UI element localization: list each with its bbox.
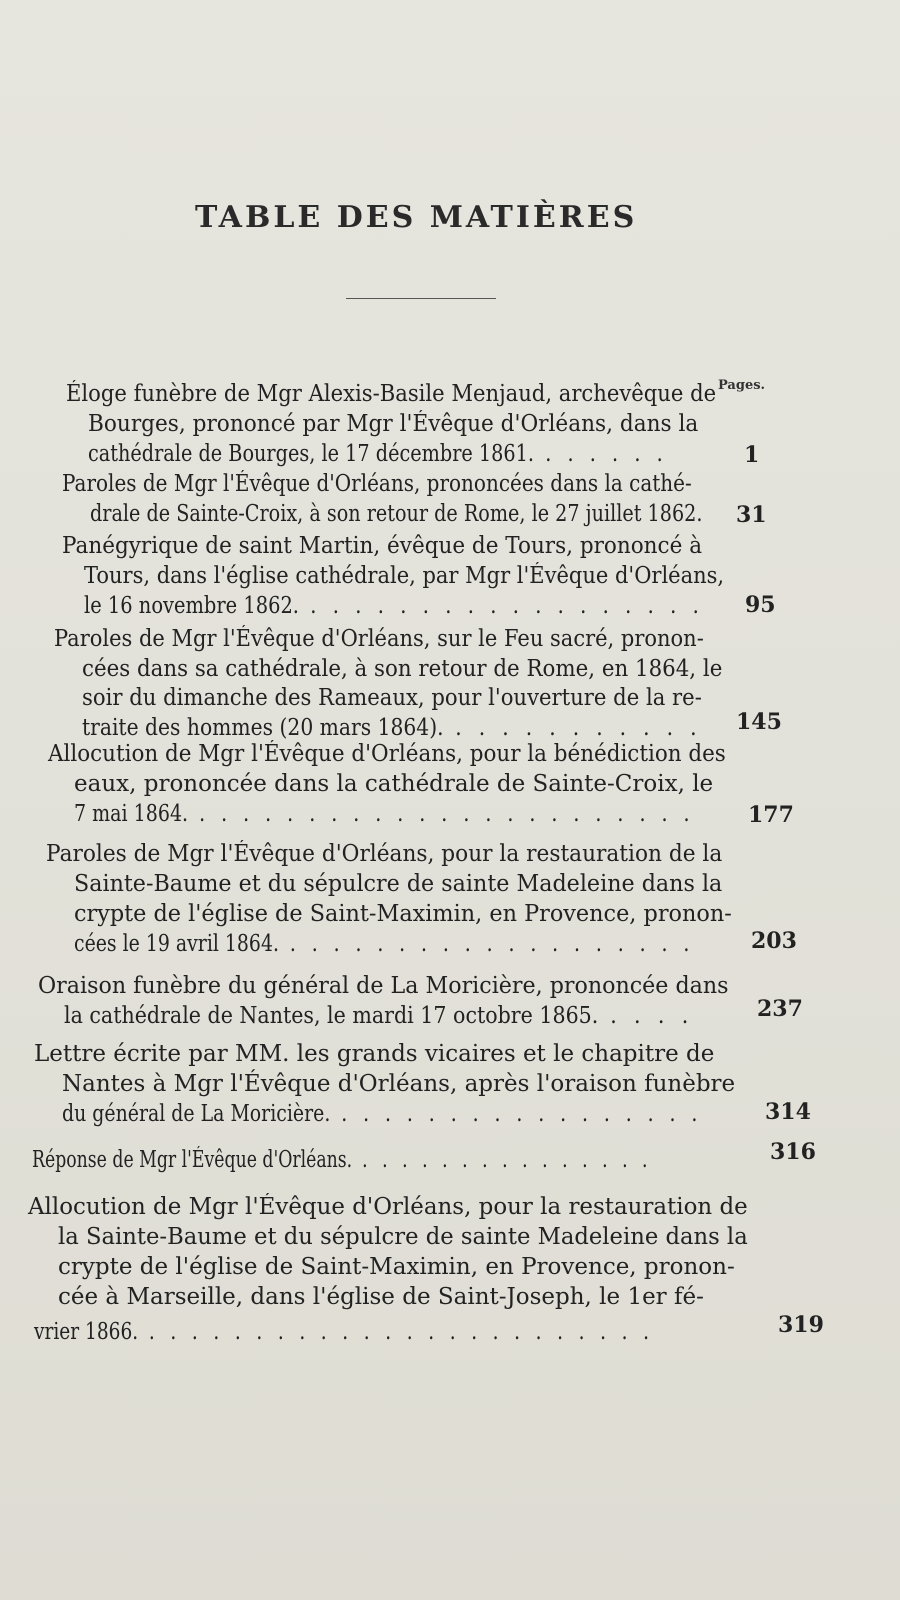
toc-entry-line: 7 mai 1864. . . . . . . . . . . . . . . . . . . . . . . . [74, 801, 695, 827]
toc-entry-line: cée à Marseille, dans l'église de Saint-Joseph, le 1er fé- [58, 1284, 704, 1310]
page-number: 177 [748, 802, 794, 828]
title-divider [346, 298, 496, 299]
dot-leader: . . . . . . . . . . . . . . . . . . . . . . . [188, 801, 695, 827]
dot-leader: . . . . . . [534, 441, 668, 467]
page-number: 1 [744, 442, 760, 468]
toc-entry-line: Panégyrique de saint Martin, évêque de Tours, prononcé à [62, 533, 703, 559]
toc-entry-line: soir du dimanche des Rameaux, pour l'ouverture de la re- [82, 685, 702, 711]
toc-entry-line: crypte de l'église de Saint-Maximin, en Provence, pronon- [74, 901, 732, 927]
toc-entry-line: vrier 1866. . . . . . . . . . . . . . . . . . . . . . . . . [34, 1319, 654, 1345]
toc-entry-line: Sainte-Baume et du sépulcre de sainte Madeleine dans la [74, 871, 723, 897]
toc-entry-line: Tours, dans l'église cathédrale, par Mgr l'Évêque d'Orléans, [84, 563, 725, 589]
toc-entry-line: du général de La Moricière. . . . . . . . . . . . . . . . . . [62, 1101, 703, 1127]
toc-entry-line: Oraison funèbre du général de La Moricière, prononcée dans [38, 973, 729, 999]
toc-entry-line: Allocution de Mgr l'Évêque d'Orléans, pour la restauration de [28, 1194, 748, 1220]
toc-entry-line: traite des hommes (20 mars 1864). . . . . . . . . . . . [82, 715, 702, 741]
toc-entry-line: la cathédrale de Nantes, le mardi 17 octobre 1865. . . . . [64, 1003, 694, 1029]
toc-entry-line: Paroles de Mgr l'Évêque d'Orléans, pour la restauration de la [46, 841, 723, 867]
toc-entry-line: eaux, prononcée dans la cathédrale de Sainte-Croix, le [74, 771, 714, 797]
dot-leader: . . . . . . . . . . . . . . . . . . . . . . . . [138, 1319, 654, 1345]
toc-entry-line: la Sainte-Baume et du sépulcre de sainte Madeleine dans la [58, 1224, 748, 1250]
page-number: 31 [736, 502, 767, 528]
dot-leader: . . . . [598, 1003, 694, 1029]
dot-leader: . . . . . . . . . . . . . . . . . . [298, 593, 704, 619]
toc-entry-line: Nantes à Mgr l'Évêque d'Orléans, après l'oraison funèbre [62, 1071, 736, 1097]
page-number: 145 [736, 709, 782, 735]
toc-entry-line: Allocution de Mgr l'Évêque d'Orléans, pour la bénédiction des [48, 741, 726, 767]
toc-entry-line: crypte de l'église de Saint-Maximin, en Provence, pronon- [58, 1254, 735, 1280]
page-number: 314 [765, 1099, 811, 1125]
page-number: 95 [745, 592, 776, 618]
pages-column-label: Pages. [718, 378, 766, 393]
toc-entry-line: cathédrale de Bourges, le 17 décembre 1861. . . . . . . [88, 441, 668, 467]
dot-leader: . . . . . . . . . . . . . . . [352, 1147, 653, 1173]
toc-entry-line: cées dans sa cathédrale, à son retour de Rome, en 1864, le [82, 656, 723, 682]
toc-entry-line: Bourges, prononcé par Mgr l'Évêque d'Orléans, dans la [88, 411, 699, 437]
toc-entry-line: Réponse de Mgr l'Évêque d'Orléans. . . . . . . . . . . . . . . . [32, 1147, 653, 1173]
page-number: 319 [778, 1312, 824, 1338]
page-number: 237 [757, 996, 803, 1022]
toc-entry-line: Lettre écrite par MM. les grands vicaires et le chapitre de [34, 1041, 715, 1067]
page-number: 316 [770, 1139, 816, 1165]
dot-leader: . . . . . . . . . . . . . . . . . [330, 1101, 703, 1127]
toc-entry-line: Éloge funèbre de Mgr Alexis-Basile Menjaud, archevêque de [66, 381, 717, 407]
page-number: 203 [751, 928, 797, 954]
page-title: TABLE DES MATIÈRES [195, 200, 638, 235]
toc-entry-line: drale de Sainte-Croix, à son retour de Rome, le 27 juillet 1862. [90, 501, 703, 527]
toc-entry-line: cées le 19 avril 1864. . . . . . . . . . . . . . . . . . . . [74, 931, 695, 957]
dot-leader: . . . . . . . . . . . . . . . . . . . [278, 931, 695, 957]
toc-entry-line: le 16 novembre 1862. . . . . . . . . . . . . . . . . . . [84, 593, 704, 619]
toc-entry-line: Paroles de Mgr l'Évêque d'Orléans, sur le Feu sacré, pronon- [54, 626, 704, 652]
toc-entry-line: Paroles de Mgr l'Évêque d'Orléans, prononcées dans la cathé- [62, 471, 692, 497]
dot-leader: . . . . . . . . . . . [443, 715, 702, 741]
